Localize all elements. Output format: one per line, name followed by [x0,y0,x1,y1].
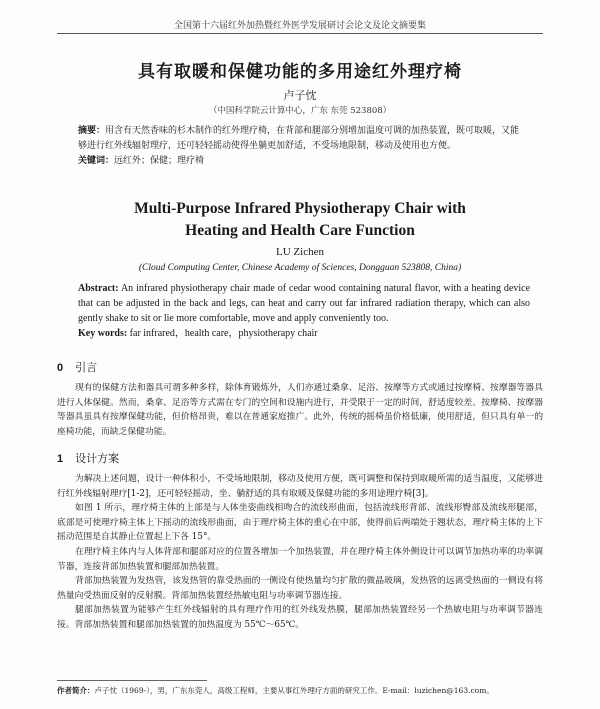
section-number: 1 [57,453,64,465]
chinese-title: 具有取暖和保健功能的多用途红外理疗椅 [138,62,462,82]
chinese-abstract-label: 摘要： [78,126,106,136]
section-title: 引言 [75,361,98,374]
chinese-abstract-text: 用含有天然香味的杉木制作的红外理疗椅，在背部和腿部分别增加温度可调的加热装置，既可取暖，又能够进行红外线辐射理疗，还可轻轻摇动使得坐躺更加舒适，不受场地限制，移动及使用也方便。 [78,126,520,151]
english-title-line1: Multi-Purpose Infrared Physiotherapy Chair with [134,200,466,217]
section-body-intro [57,381,543,439]
english-abstract-label: Abstract: [78,283,119,294]
chinese-abstract-block [78,124,528,169]
chinese-keywords [78,154,528,169]
chinese-affiliation: （中国科学院云计算中心，广东 东莞 523808） [208,106,392,116]
section-body-design [57,472,543,633]
chinese-keywords-label: 关键词： [78,156,115,166]
english-author: LU Zichen [276,246,324,258]
paragraph: 腿部加热装置为能够产生红外线辐射的具有理疗作用的红外线发热膜，腿部加热装置经另一个热敏电阻与功率调节器连接。背部加热装置和腿部加热装置的加热温度为 55℃～65℃。 [57,605,543,630]
paragraph: 背部加热装置为发热管，该发热管的靠受热面的一侧设有使热量均匀扩散的微晶玻璃，发热管的远离受热面的一侧设有将热量向受热面反射的反射膜。背部加热装置经热敏电阻与功率调节器连接。 [57,576,543,601]
section-number: 0 [57,362,64,374]
english-title [0,198,600,242]
english-keywords-text: far infrared，health care，physiotherapy chair [129,328,318,339]
header-rule [57,33,543,34]
footnote-label: 作者简介： [57,686,95,695]
english-keywords-label: Key words: [78,328,128,339]
chinese-keywords-text: 远红外；保健；理疗椅 [114,156,205,166]
section-heading-design [57,450,119,466]
paragraph: 如图 1 所示，理疗椅主体的上部是与人体坐姿曲线相吻合的流线形曲面，包括流线形背部、流线形臀部及流线形腿部，底部是可使理疗椅主体上下摇动的流线形曲面，由于理疗椅主体的重心在中部，使得前后两端处于翘状态，理疗椅主体的上下摇动范围是自其静止位置起上下各 15°。 [57,503,543,543]
section-title: 设计方案 [75,452,120,465]
english-affiliation: (Cloud Computing Center, Chinese Academy of Sciences, Dongguan 523808, China) [138,263,462,273]
chinese-abstract [78,124,528,154]
english-abstract-block [78,281,530,341]
english-keywords [78,326,530,341]
paragraph: 为解决上述问题，设计一种体积小，不受场地限制，移动及使用方便，既可调整和保持到取暖所需的适当温度，又能够进行红外线辐射理疗[1-2]，还可轻轻摇动，坐、躺舒适的具有取暖及保健功能的多用途理疗椅[3]。 [57,474,543,499]
author-footnote [57,685,543,696]
paragraph: 在理疗椅主体内与人体背部和腿部对应的位置各增加一个加热装置，并在理疗椅主体外侧设计可以调节加热功率的功率调节器，连接背部加热装置和腿部加热装置。 [57,546,543,572]
english-abstract [78,281,530,326]
english-abstract-text: An infrared physiotherapy chair made of cedar wood containing natural flavor, with a heating device that can be adjusted in the back and legs, can heat and carry out far infrared radiation therapy, which can also gently shake to sit or lie more comfortable, move and apply conveniently too. [78,283,531,324]
footnote-rule [57,680,207,681]
paragraph: 现有的保健方法和器具可谓多种多样，除体育锻炼外，人们亦通过桑拿、足浴、按摩等方式或通过按摩椅、按摩器等器具进行人体保健。然而，桑拿、足浴等方式需在专门的空间和设施内进行，并受限于一定的时间，舒适度较差。按摩椅、按摩器等器具虽具有按摩保健功能，但价格昂贵，难以在普通家庭推广。此外，传统的摇椅虽价格低廉，使用舒适，但只具有单一的座椅功能，而缺乏保健功能。 [57,383,543,437]
chinese-author: 卢子忱 [283,89,317,102]
running-head: 全国第十六届红外加热暨红外医学发展研讨会论文及论文摘要集 [173,21,426,31]
section-heading-intro [57,359,97,375]
english-title-line2: Heating and Health Care Function [185,222,415,239]
footnote-text: 卢子忱（1969-），男，广东东莞人，高级工程师，主要从事红外理疗方面的研究工作。E-mail：luzichen@163.com。 [94,686,494,695]
